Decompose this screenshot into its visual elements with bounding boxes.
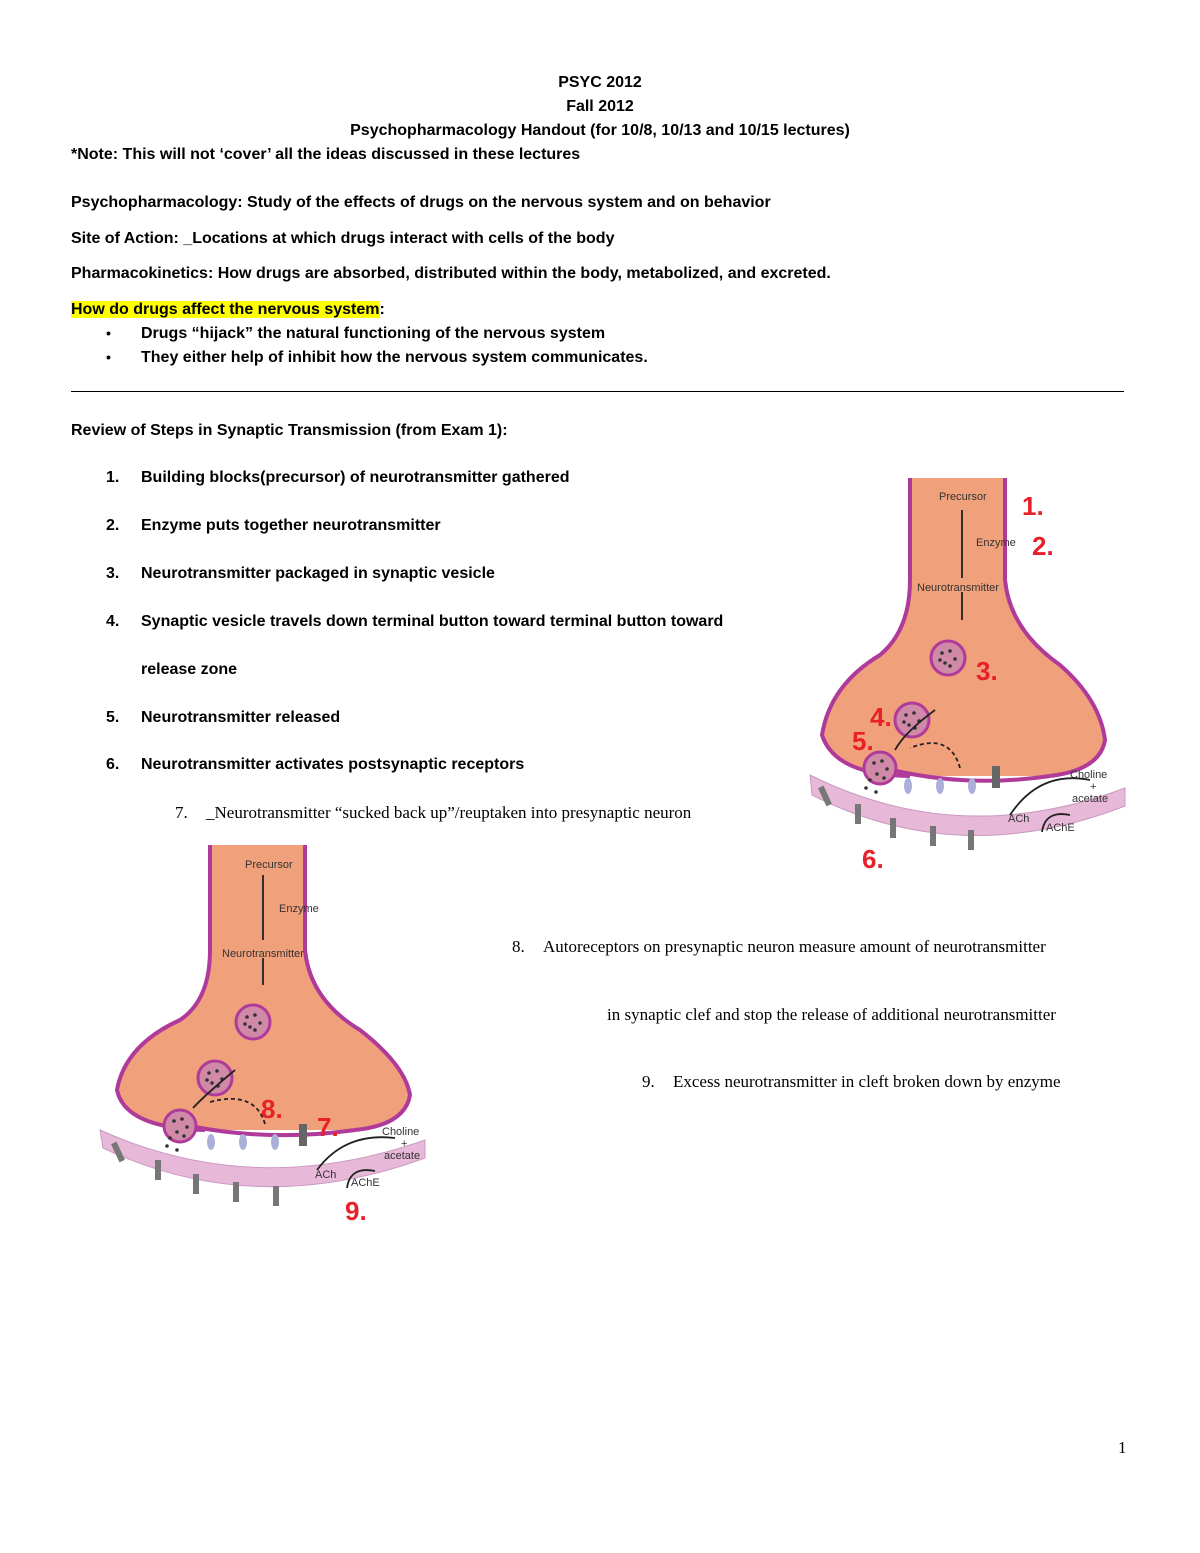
label-ach: ACh xyxy=(1008,813,1030,825)
label-enzyme: Enzyme xyxy=(279,903,319,915)
bullet-text: They either help of inhibit how the nervous system communicates. xyxy=(141,349,648,366)
horizontal-rule xyxy=(71,391,1124,392)
synapse-diagram-bottom xyxy=(95,840,435,1230)
step-text: Synaptic vesicle travels down terminal button toward terminal button toward xyxy=(141,613,724,630)
definition-site-of-action: Site of Action: _Locations at which drugs interact with cells of the body xyxy=(71,230,615,247)
marker-7: 7. xyxy=(317,1112,339,1142)
step-number: 5. xyxy=(106,709,120,726)
step-number: 1. xyxy=(106,469,120,486)
how-drugs-heading xyxy=(71,301,385,319)
label-neurotransmitter: Neurotransmitter xyxy=(917,582,999,594)
label-precursor: Precursor xyxy=(939,491,987,503)
step-7 xyxy=(175,803,691,823)
marker-3: 3. xyxy=(976,656,998,686)
step-number: 6. xyxy=(106,756,120,773)
step-text: Neurotransmitter activates postsynaptic receptors xyxy=(141,756,525,773)
label-plus: + xyxy=(1090,781,1097,793)
label-neurotransmitter: Neurotransmitter xyxy=(222,948,304,960)
heading-colon: : xyxy=(379,301,385,318)
step-4-continued: release zone xyxy=(141,661,238,678)
step-text: Enzyme puts together neurotransmitter xyxy=(141,517,441,534)
label-choline: Choline xyxy=(382,1126,420,1138)
step-number: 2. xyxy=(106,517,120,534)
page-number: 1 xyxy=(1118,1438,1127,1457)
marker-6: 6. xyxy=(862,844,884,874)
highlighted-heading: How do drugs affect the nervous system xyxy=(71,301,380,318)
definition-psychopharmacology: Psychopharmacology: Study of the effects of drugs on the nervous system and on behavior xyxy=(71,194,771,211)
step-text: Building blocks(precursor) of neurotransmitter gathered xyxy=(141,469,570,486)
step-8-continued: in synaptic clef and stop the release of additional neurotransmitter xyxy=(607,1005,1056,1024)
label-enzyme: Enzyme xyxy=(976,537,1016,549)
definition-pharmacokinetics: Pharmacokinetics: How drugs are absorbed, distributed within the body, metabolized, and excreted. xyxy=(71,265,831,282)
step-text: Autoreceptors on presynaptic neuron measure amount of neurotransmitter xyxy=(543,937,1046,956)
marker-9: 9. xyxy=(345,1196,367,1226)
label-acetate: acetate xyxy=(1072,793,1109,805)
label-acetate: acetate xyxy=(384,1150,421,1162)
marker-8: 8. xyxy=(261,1094,283,1124)
bullet-glyph: • xyxy=(106,325,111,341)
note: *Note: This will not ‘cover’ all the ideas discussed in these lectures xyxy=(71,146,581,163)
marker-5: 5. xyxy=(852,726,874,756)
step-number: 4. xyxy=(106,613,120,630)
bullet-glyph: • xyxy=(106,349,111,365)
marker-2: 2. xyxy=(1032,531,1054,561)
marker-1: 1. xyxy=(1022,491,1044,521)
marker-4: 4. xyxy=(870,702,892,732)
step-number: 3. xyxy=(106,565,120,582)
step-number: 7. xyxy=(175,803,188,822)
step-text: Neurotransmitter packaged in synaptic vesicle xyxy=(141,565,495,582)
label-ach: ACh xyxy=(315,1169,337,1181)
step-number: 9. xyxy=(642,1072,655,1091)
bullet-text: Drugs “hijack” the natural functioning of the nervous system xyxy=(141,325,606,342)
label-plus: + xyxy=(401,1138,408,1150)
step-text: _Neurotransmitter “sucked back up”/reuptaken into presynaptic neuron xyxy=(206,803,692,822)
step-text: Neurotransmitter released xyxy=(141,709,341,726)
label-choline: Choline xyxy=(1070,769,1108,781)
course-code: PSYC 2012 xyxy=(558,74,642,91)
term: Fall 2012 xyxy=(566,98,634,115)
label-ache: AChE xyxy=(351,1177,380,1189)
label-ache: AChE xyxy=(1046,822,1075,834)
review-heading: Review of Steps in Synaptic Transmission (from Exam 1): xyxy=(71,422,508,439)
step-8 xyxy=(512,937,1046,957)
step-9 xyxy=(642,1072,1061,1092)
step-number: 8. xyxy=(512,937,525,956)
label-precursor: Precursor xyxy=(245,859,293,871)
synapse-diagram-top xyxy=(800,470,1130,880)
step-text: Excess neurotransmitter in cleft broken down by enzyme xyxy=(673,1072,1061,1091)
handout-title: Psychopharmacology Handout (for 10/8, 10/13 and 10/15 lectures) xyxy=(350,122,850,139)
